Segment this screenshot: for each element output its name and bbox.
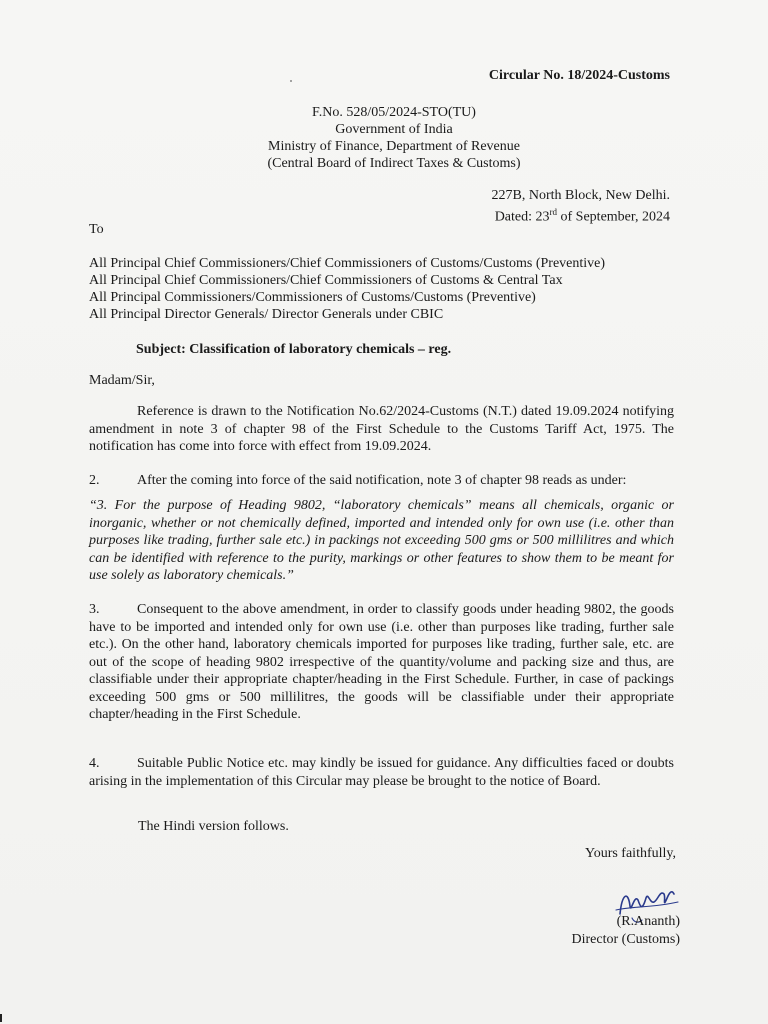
paragraph-3-text: Consequent to the above amendment, in order to classify goods under heading 9802, the goods have to be imported and intended only for own use (i.e. other than purposes like trading, further sale etc.). On the other hand, laboratory chemicals imported for purposes like trading, further sale, etc. are out of the scope of heading 9802 irrespective of the quantity/volume and packing size and thus, are classifiable under their appropriate chapter/heading in the First Schedule. Further, in case of packings exceeding 500 gms or 500 millilitres, the goods will be classifiable under their appropriate chapter/heading in the First Schedule. bbox=[89, 602, 674, 722]
date-prefix: Dated: 23 bbox=[494, 209, 550, 225]
recipient-line: All Principal Commissioners/Commissioners of Customs/Customs (Preventive) bbox=[89, 290, 536, 305]
to-label: To bbox=[89, 222, 104, 237]
paragraph-4-number: 4. bbox=[89, 756, 100, 771]
circular-number: Circular No. 18/2024-Customs bbox=[488, 68, 670, 83]
signatory-block bbox=[572, 913, 680, 949]
paragraph-1 bbox=[89, 403, 674, 456]
scan-speck bbox=[290, 80, 292, 82]
scan-edge-mark bbox=[0, 1014, 2, 1022]
office-address: 227B, North Block, New Delhi. bbox=[491, 188, 670, 203]
paragraph-3 bbox=[89, 601, 674, 724]
paragraph-3-number: 3. bbox=[89, 602, 100, 617]
recipient-list bbox=[89, 255, 605, 323]
government-name: Government of India bbox=[335, 122, 453, 137]
paragraph-4-text: Suitable Public Notice etc. may kindly be issued for guidance. Any difficulties faced or doubts arising in the implementation of this Circular may please be brought to the notice of Board. bbox=[89, 756, 674, 789]
recipient-line: All Principal Director Generals/ Director Generals under CBIC bbox=[89, 307, 444, 322]
recipient-line: All Principal Chief Commissioners/Chief Commissioners of Customs & Central Tax bbox=[89, 273, 563, 288]
date-ordinal: rd bbox=[549, 207, 558, 217]
subject-line: Subject: Classification of laboratory chemicals – reg. bbox=[136, 342, 452, 357]
salutation: Madam/Sir, bbox=[89, 373, 155, 388]
hindi-version-note: The Hindi version follows. bbox=[138, 819, 289, 834]
ministry-name: Ministry of Finance, Department of Revenue bbox=[268, 139, 520, 154]
address-block bbox=[492, 187, 670, 226]
letter-header bbox=[0, 104, 768, 172]
signatory-name: (R.Ananth) bbox=[616, 914, 680, 929]
paragraph-2 bbox=[89, 472, 674, 490]
file-number: F.No. 528/05/2024-STO(TU) bbox=[312, 105, 476, 120]
recipient-line: All Principal Chief Commissioners/Chief Commissioners of Customs/Customs (Preventive) bbox=[89, 256, 606, 271]
date-suffix: of September, 2024 bbox=[557, 209, 670, 225]
closing-phrase: Yours faithfully, bbox=[584, 846, 676, 861]
letter-date bbox=[492, 204, 670, 226]
paragraph-2-text: After the coming into force of the said notification, note 3 of chapter 98 reads as under: bbox=[137, 473, 627, 488]
paragraph-1-text: Reference is drawn to the Notification No.62/2024-Customs (N.T.) dated 19.09.2024 notifying amendment in note 3 of chapter 98 of the First Schedule to the Customs Tariff Act, 1975. The notification has come into force with effect from 19.09.2024. bbox=[89, 404, 674, 454]
paragraph-2-number: 2. bbox=[89, 473, 100, 488]
quoted-note: “3. For the purpose of Heading 9802, “laboratory chemicals” means all chemicals, organic or inorganic, whether or not chemically defined, imported and intended only for own use (i.e. other than purposes like trading, further sale etc.) in packings not exceeding 500 gms or 500 millilitres and which can be identified with reference to the purity, markings or other features to show them to be meant for use solely as laboratory chemicals.” bbox=[89, 498, 674, 583]
paragraph-4 bbox=[89, 755, 674, 790]
board-name: (Central Board of Indirect Taxes & Customs) bbox=[267, 156, 521, 171]
signatory-designation: Director (Customs) bbox=[571, 932, 680, 947]
